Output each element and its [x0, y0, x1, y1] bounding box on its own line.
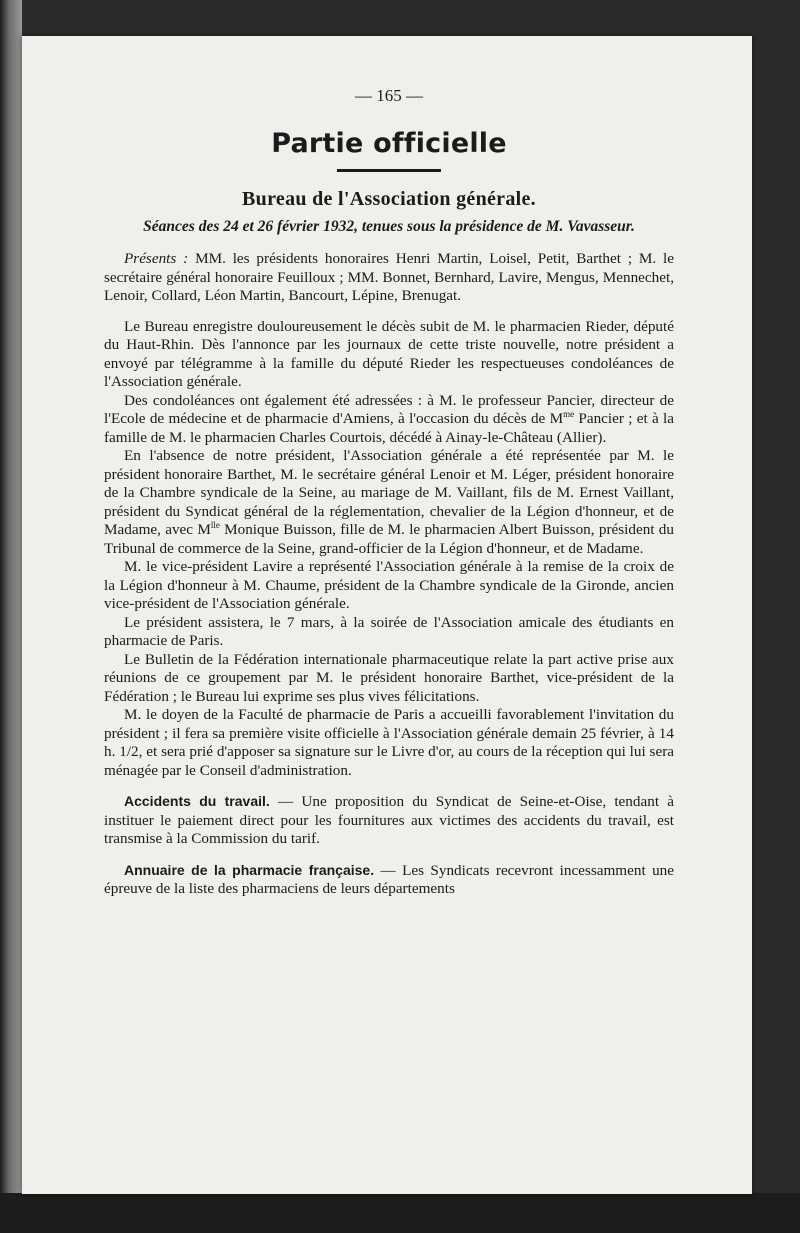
superscript: lle — [210, 519, 220, 530]
paragraph-annuaire — [104, 861, 674, 899]
scan-bottom-edge — [0, 1193, 800, 1233]
superscript: me — [563, 408, 575, 419]
section-title: Partie officielle — [271, 128, 507, 159]
paragraph-representation — [104, 447, 674, 558]
presents-paragraph — [104, 250, 674, 306]
paragraph-text: En l'absence de notre président, l'Association générale a été représentée par M. le président honoraire Barthet, M. le secrétaire général Lenoir et M. Léger, président honoraire de la Chambre syndicale de la Seine, au mariage de M. Vaillant, fils de M. Ernest Vaillant, président du Syndicat général de la réglementation, chevalier de la Légion d'honneur, et de Madame, avec M — [104, 447, 674, 538]
paragraph-text: Des condoléances ont également été adressées : à M. le professeur Pancier, directeur de l'Ecole de médecine et de pharmacie d'Amiens, à l'occasion du décès de M — [104, 391, 674, 427]
paragraph-text: Monique Buisson, fille de M. le pharmacien Albert Buisson, président du Tribunal de commerce de la Seine, grand-officier de la Légion d'honneur, et de Madame. — [104, 521, 674, 557]
annuaire-text: — Les Syndicats recevront incessamment une épreuve de la liste des pharmaciens de leurs départements — [104, 861, 675, 897]
paragraph-soiree: Le président assistera, le 7 mars, à la soirée de l'Association amicale des étudiants en pharmacie de Paris. — [104, 613, 674, 649]
presents-label: Présents : — [124, 250, 189, 267]
page-content — [104, 86, 674, 899]
scan-edge — [0, 0, 22, 1233]
accidents-heading: Accidents du travail. — [124, 793, 270, 809]
paragraph-deces: Le Bureau enregistre douloureusement le décès subit de M. le pharmacien Rieder, député du Haut-Rhin. Dès l'annonce par les journaux de cette triste nouvelle, notre président a envoyé par télégramme à la famille du député Rieder les respectueuses condoléances de l'Association générale. — [104, 317, 674, 390]
paragraph-bulletin: Le Bulletin de la Fédération internationale pharmaceutique relate la part active prise aux réunions de ce groupement par M. le président honoraire Barthet, vice-président de la Fédération ; le Bureau lui exprime ses plus vives félicitations. — [104, 650, 674, 705]
paragraph-accidents — [104, 792, 674, 849]
document-page — [22, 36, 752, 1194]
bureau-title: Bureau de l'Association générale. — [242, 188, 536, 210]
session-line: Séances des 24 et 26 février 1932, tenues sous la présidence de M. Vavasseur. — [143, 218, 635, 235]
paragraph-text: Pancier ; et à la famille de M. le pharmacien Charles Courtois, décédé à Ainay-le-Château (Allier). — [104, 410, 674, 446]
accidents-text: — Une proposition du Syndicat de Seine-et-Oise, tendant à instituer le paiement direct pour les fournitures aux victimes des accidents du travail, est transmise à la Commission du tarif. — [104, 793, 674, 847]
paragraph-doyen: M. le doyen de la Faculté de pharmacie de Paris a accueilli favorablement l'invitation du président ; il fera sa première visite officielle à l'Association générale demain 25 février, à 14 h. 1/2, et sera prié d'apposer sa signature sur le Livre d'or, au cours de la réception qui lui sera ménagée par le Conseil d'administration. — [104, 706, 674, 779]
page-number: — 165 — — [355, 86, 423, 105]
paragraph-lavire: M. le vice-président Lavire a représenté l'Association générale à la remise de la croix de la Légion d'honneur à M. Chaume, président de la Chambre syndicale de la Gironde, ancien vice-président de l'Association générale. — [104, 558, 674, 612]
title-rule — [337, 169, 441, 172]
paragraph-condoleances — [104, 392, 674, 448]
annuaire-heading: Annuaire de la pharmacie française. — [124, 861, 375, 878]
presents-text: MM. les présidents honoraires Henri Martin, Loisel, Petit, Barthet ; M. le secrétaire général honoraire Feuilloux ; MM. Bonnet, Bernhard, Lavire, Mengus, Mennechet, Lenoir, Collard, Léon Martin, Bancourt, Lépine, Brenugat. — [104, 250, 674, 304]
